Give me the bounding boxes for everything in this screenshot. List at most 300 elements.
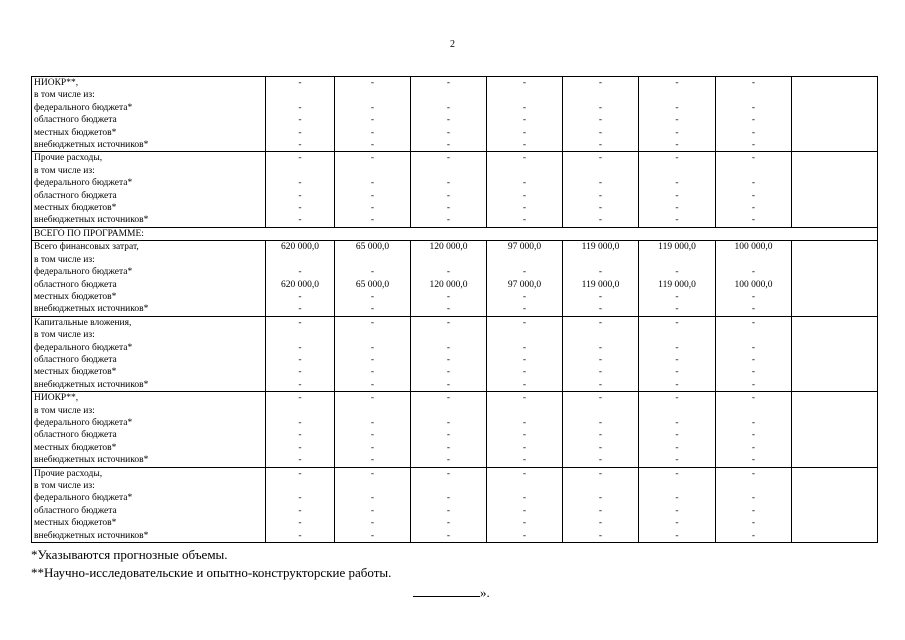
- value-cell: [487, 165, 563, 177]
- value-cell: -: [335, 417, 411, 429]
- row-label: местных бюджетов*: [32, 202, 266, 214]
- value-cell: -: [716, 139, 792, 152]
- row-label: местных бюджетов*: [32, 366, 266, 378]
- footnote-forecast: *Указываются прогнозные объемы.: [31, 547, 228, 562]
- value-cell: -: [563, 417, 639, 429]
- value-cell: -: [487, 266, 563, 278]
- value-cell: -: [411, 492, 487, 504]
- value-cell: [335, 165, 411, 177]
- value-cell: [716, 405, 792, 417]
- value-cell: -: [266, 291, 335, 303]
- empty-cell: [792, 530, 878, 543]
- value-cell: -: [639, 442, 716, 454]
- value-cell: -: [266, 366, 335, 378]
- value-cell: -: [266, 429, 335, 441]
- row-label: Всего финансовых затрат,: [32, 241, 266, 254]
- value-cell: 119 000,0: [639, 279, 716, 291]
- value-cell: -: [487, 190, 563, 202]
- empty-cell: [792, 291, 878, 303]
- value-cell: -: [411, 114, 487, 126]
- value-cell: -: [716, 127, 792, 139]
- empty-cell: [792, 102, 878, 114]
- value-cell: [335, 329, 411, 341]
- value-cell: [266, 329, 335, 341]
- value-cell: -: [266, 392, 335, 405]
- value-cell: [639, 89, 716, 101]
- value-cell: -: [563, 492, 639, 504]
- value-cell: [563, 329, 639, 341]
- table-row: [32, 303, 878, 316]
- row-label: областного бюджета: [32, 505, 266, 517]
- value-cell: -: [335, 303, 411, 316]
- value-cell: -: [487, 379, 563, 392]
- value-cell: -: [563, 202, 639, 214]
- value-cell: [716, 480, 792, 492]
- row-label: в том числе из:: [32, 405, 266, 417]
- value-cell: -: [335, 492, 411, 504]
- value-cell: -: [563, 442, 639, 454]
- row-label: федерального бюджета*: [32, 266, 266, 278]
- value-cell: -: [563, 214, 639, 227]
- empty-cell: [792, 505, 878, 517]
- value-cell: -: [335, 467, 411, 480]
- value-cell: -: [563, 127, 639, 139]
- value-cell: -: [487, 316, 563, 329]
- value-cell: -: [411, 505, 487, 517]
- value-cell: [487, 254, 563, 266]
- value-cell: -: [716, 177, 792, 189]
- value-cell: -: [335, 77, 411, 90]
- row-label: внебюджетных источников*: [32, 530, 266, 543]
- value-cell: -: [716, 354, 792, 366]
- value-cell: -: [716, 266, 792, 278]
- value-cell: [411, 329, 487, 341]
- row-label: федерального бюджета*: [32, 417, 266, 429]
- value-cell: -: [716, 342, 792, 354]
- value-cell: -: [335, 102, 411, 114]
- empty-cell: [792, 379, 878, 392]
- value-cell: -: [639, 366, 716, 378]
- value-cell: [335, 405, 411, 417]
- table-row: [32, 517, 878, 529]
- table-row: [32, 291, 878, 303]
- value-cell: -: [639, 354, 716, 366]
- value-cell: -: [716, 392, 792, 405]
- value-cell: -: [716, 366, 792, 378]
- empty-cell: [792, 254, 878, 266]
- row-label: федерального бюджета*: [32, 342, 266, 354]
- row-label: НИОКР**,: [32, 77, 266, 90]
- value-cell: -: [639, 114, 716, 126]
- value-cell: -: [266, 454, 335, 467]
- page-number: 2: [450, 39, 455, 50]
- table-body-bottom: [32, 241, 878, 543]
- table-row: [32, 241, 878, 254]
- table-row: [32, 329, 878, 341]
- value-cell: -: [411, 77, 487, 90]
- row-label: областного бюджета: [32, 354, 266, 366]
- value-cell: -: [563, 291, 639, 303]
- empty-cell: [792, 139, 878, 152]
- row-label: местных бюджетов*: [32, 442, 266, 454]
- value-cell: [563, 89, 639, 101]
- row-label: внебюджетных источников*: [32, 379, 266, 392]
- value-cell: -: [411, 417, 487, 429]
- value-cell: -: [411, 442, 487, 454]
- value-cell: -: [266, 177, 335, 189]
- empty-cell: [792, 114, 878, 126]
- value-cell: -: [266, 202, 335, 214]
- value-cell: 65 000,0: [335, 241, 411, 254]
- value-cell: -: [563, 454, 639, 467]
- empty-cell: [792, 342, 878, 354]
- table-row: [32, 417, 878, 429]
- value-cell: -: [639, 417, 716, 429]
- footnotes: [31, 546, 391, 582]
- value-cell: -: [487, 214, 563, 227]
- row-label: Прочие расходы,: [32, 467, 266, 480]
- value-cell: -: [716, 202, 792, 214]
- value-cell: -: [563, 467, 639, 480]
- value-cell: -: [716, 102, 792, 114]
- budget-table: [31, 76, 878, 543]
- value-cell: -: [716, 492, 792, 504]
- table-row: [32, 316, 878, 329]
- value-cell: -: [716, 417, 792, 429]
- value-cell: -: [563, 342, 639, 354]
- table-row: [32, 254, 878, 266]
- value-cell: -: [639, 316, 716, 329]
- row-label: областного бюджета: [32, 190, 266, 202]
- value-cell: -: [639, 214, 716, 227]
- row-label: областного бюджета: [32, 429, 266, 441]
- value-cell: [266, 405, 335, 417]
- value-cell: 65 000,0: [335, 279, 411, 291]
- value-cell: -: [487, 492, 563, 504]
- value-cell: 100 000,0: [716, 241, 792, 254]
- table-row: [32, 454, 878, 467]
- value-cell: -: [487, 517, 563, 529]
- table-row: [32, 214, 878, 227]
- row-label: местных бюджетов*: [32, 291, 266, 303]
- value-cell: -: [563, 505, 639, 517]
- value-cell: [266, 165, 335, 177]
- value-cell: -: [487, 530, 563, 543]
- value-cell: -: [411, 454, 487, 467]
- value-cell: -: [563, 316, 639, 329]
- value-cell: -: [639, 303, 716, 316]
- value-cell: -: [563, 392, 639, 405]
- empty-cell: [792, 405, 878, 417]
- value-cell: -: [639, 392, 716, 405]
- table-row: [32, 177, 878, 189]
- value-cell: 120 000,0: [411, 241, 487, 254]
- row-label: областного бюджета: [32, 114, 266, 126]
- total-header-row: [32, 227, 878, 240]
- table-row: [32, 366, 878, 378]
- row-label: местных бюджетов*: [32, 127, 266, 139]
- empty-cell: [792, 492, 878, 504]
- value-cell: -: [716, 214, 792, 227]
- empty-cell: [792, 417, 878, 429]
- value-cell: [266, 254, 335, 266]
- value-cell: -: [266, 214, 335, 227]
- value-cell: [563, 254, 639, 266]
- value-cell: 120 000,0: [411, 279, 487, 291]
- value-cell: [716, 329, 792, 341]
- value-cell: -: [411, 177, 487, 189]
- closing-quote: ».: [480, 585, 490, 600]
- table-row: [32, 279, 878, 291]
- value-cell: -: [563, 77, 639, 90]
- value-cell: [266, 89, 335, 101]
- value-cell: -: [487, 442, 563, 454]
- value-cell: -: [716, 114, 792, 126]
- value-cell: [487, 89, 563, 101]
- value-cell: -: [411, 152, 487, 165]
- value-cell: [716, 165, 792, 177]
- table-row: [32, 442, 878, 454]
- value-cell: -: [411, 102, 487, 114]
- value-cell: -: [266, 354, 335, 366]
- table-row: [32, 202, 878, 214]
- value-cell: -: [716, 152, 792, 165]
- value-cell: -: [335, 354, 411, 366]
- value-cell: 100 000,0: [716, 279, 792, 291]
- value-cell: [639, 480, 716, 492]
- value-cell: -: [266, 342, 335, 354]
- value-cell: [563, 165, 639, 177]
- value-cell: -: [487, 467, 563, 480]
- value-cell: [639, 405, 716, 417]
- empty-cell: [792, 165, 878, 177]
- value-cell: -: [266, 517, 335, 529]
- table-row: [32, 102, 878, 114]
- table-row: [32, 77, 878, 90]
- value-cell: -: [487, 454, 563, 467]
- value-cell: -: [639, 152, 716, 165]
- empty-cell: [792, 77, 878, 90]
- value-cell: -: [411, 530, 487, 543]
- value-cell: -: [639, 102, 716, 114]
- value-cell: [639, 329, 716, 341]
- value-cell: -: [266, 492, 335, 504]
- value-cell: -: [487, 366, 563, 378]
- empty-cell: [792, 316, 878, 329]
- row-label: федерального бюджета*: [32, 177, 266, 189]
- value-cell: [639, 165, 716, 177]
- value-cell: [411, 405, 487, 417]
- empty-cell: [792, 480, 878, 492]
- row-label: внебюджетных источников*: [32, 303, 266, 316]
- row-label: федерального бюджета*: [32, 492, 266, 504]
- value-cell: -: [639, 127, 716, 139]
- value-cell: -: [335, 214, 411, 227]
- value-cell: -: [266, 316, 335, 329]
- table-total-section: [32, 227, 878, 240]
- value-cell: -: [716, 190, 792, 202]
- table-row: [32, 530, 878, 543]
- empty-cell: [792, 454, 878, 467]
- value-cell: -: [639, 467, 716, 480]
- empty-cell: [792, 429, 878, 441]
- value-cell: -: [487, 342, 563, 354]
- empty-cell: [792, 202, 878, 214]
- row-label: Капитальные вложения,: [32, 316, 266, 329]
- table-row: [32, 429, 878, 441]
- table-row: [32, 467, 878, 480]
- empty-cell: [792, 89, 878, 101]
- value-cell: [716, 89, 792, 101]
- row-label: в том числе из:: [32, 89, 266, 101]
- value-cell: -: [335, 342, 411, 354]
- value-cell: -: [335, 392, 411, 405]
- row-label: областного бюджета: [32, 279, 266, 291]
- value-cell: -: [266, 152, 335, 165]
- value-cell: -: [639, 77, 716, 90]
- table-row: [32, 480, 878, 492]
- empty-cell: [792, 177, 878, 189]
- value-cell: -: [563, 354, 639, 366]
- value-cell: -: [716, 291, 792, 303]
- table-row: [32, 165, 878, 177]
- value-cell: -: [639, 190, 716, 202]
- value-cell: -: [266, 102, 335, 114]
- value-cell: -: [335, 442, 411, 454]
- value-cell: -: [335, 139, 411, 152]
- value-cell: -: [487, 354, 563, 366]
- value-cell: -: [335, 291, 411, 303]
- empty-cell: [792, 366, 878, 378]
- empty-cell: [792, 354, 878, 366]
- value-cell: -: [335, 379, 411, 392]
- value-cell: -: [563, 177, 639, 189]
- value-cell: [411, 480, 487, 492]
- value-cell: [266, 480, 335, 492]
- value-cell: 620 000,0: [266, 279, 335, 291]
- value-cell: -: [487, 77, 563, 90]
- value-cell: -: [639, 342, 716, 354]
- table-row: [32, 405, 878, 417]
- value-cell: -: [411, 517, 487, 529]
- value-cell: 119 000,0: [563, 241, 639, 254]
- table-row: [32, 190, 878, 202]
- value-cell: [487, 405, 563, 417]
- blank-line: [413, 584, 480, 597]
- value-cell: [563, 405, 639, 417]
- value-cell: -: [716, 379, 792, 392]
- value-cell: -: [335, 152, 411, 165]
- value-cell: -: [411, 190, 487, 202]
- value-cell: -: [335, 127, 411, 139]
- value-cell: -: [639, 530, 716, 543]
- value-cell: -: [716, 530, 792, 543]
- value-cell: -: [411, 342, 487, 354]
- value-cell: -: [639, 505, 716, 517]
- value-cell: 119 000,0: [563, 279, 639, 291]
- value-cell: 119 000,0: [639, 241, 716, 254]
- value-cell: -: [266, 266, 335, 278]
- value-cell: -: [487, 392, 563, 405]
- row-label: местных бюджетов*: [32, 517, 266, 529]
- value-cell: [563, 480, 639, 492]
- row-label: в том числе из:: [32, 165, 266, 177]
- value-cell: -: [335, 177, 411, 189]
- empty-cell: [792, 392, 878, 405]
- value-cell: -: [639, 454, 716, 467]
- empty-cell: [792, 152, 878, 165]
- row-label: Прочие расходы,: [32, 152, 266, 165]
- value-cell: -: [563, 152, 639, 165]
- value-cell: -: [563, 139, 639, 152]
- empty-cell: [792, 517, 878, 529]
- empty-cell: [792, 442, 878, 454]
- value-cell: -: [266, 303, 335, 316]
- row-label: внебюджетных источников*: [32, 454, 266, 467]
- value-cell: -: [487, 291, 563, 303]
- value-cell: -: [266, 417, 335, 429]
- value-cell: -: [716, 77, 792, 90]
- row-label: федерального бюджета*: [32, 102, 266, 114]
- empty-cell: [792, 190, 878, 202]
- value-cell: -: [487, 417, 563, 429]
- value-cell: -: [335, 114, 411, 126]
- row-label: НИОКР**,: [32, 392, 266, 405]
- value-cell: 97 000,0: [487, 241, 563, 254]
- row-label: внебюджетных источников*: [32, 214, 266, 227]
- value-cell: -: [411, 316, 487, 329]
- value-cell: -: [639, 202, 716, 214]
- row-label: в том числе из:: [32, 254, 266, 266]
- value-cell: -: [563, 190, 639, 202]
- value-cell: -: [411, 202, 487, 214]
- value-cell: -: [487, 152, 563, 165]
- table-row: [32, 505, 878, 517]
- value-cell: -: [639, 177, 716, 189]
- row-label: внебюджетных источников*: [32, 139, 266, 152]
- value-cell: -: [716, 429, 792, 441]
- value-cell: -: [411, 392, 487, 405]
- value-cell: -: [639, 379, 716, 392]
- value-cell: -: [335, 517, 411, 529]
- value-cell: [716, 254, 792, 266]
- value-cell: -: [411, 429, 487, 441]
- value-cell: -: [639, 266, 716, 278]
- value-cell: -: [639, 139, 716, 152]
- value-cell: [411, 89, 487, 101]
- table-row: [32, 379, 878, 392]
- empty-cell: [792, 266, 878, 278]
- total-label: ВСЕГО ПО ПРОГРАММЕ:: [32, 227, 878, 240]
- value-cell: -: [411, 354, 487, 366]
- value-cell: -: [266, 127, 335, 139]
- empty-cell: [792, 467, 878, 480]
- value-cell: -: [411, 139, 487, 152]
- value-cell: [411, 165, 487, 177]
- value-cell: -: [563, 429, 639, 441]
- value-cell: -: [716, 303, 792, 316]
- value-cell: -: [563, 517, 639, 529]
- value-cell: -: [335, 366, 411, 378]
- value-cell: -: [563, 303, 639, 316]
- value-cell: -: [411, 303, 487, 316]
- value-cell: -: [639, 291, 716, 303]
- table-row: [32, 139, 878, 152]
- empty-cell: [792, 329, 878, 341]
- value-cell: -: [266, 505, 335, 517]
- value-cell: -: [266, 77, 335, 90]
- value-cell: -: [335, 454, 411, 467]
